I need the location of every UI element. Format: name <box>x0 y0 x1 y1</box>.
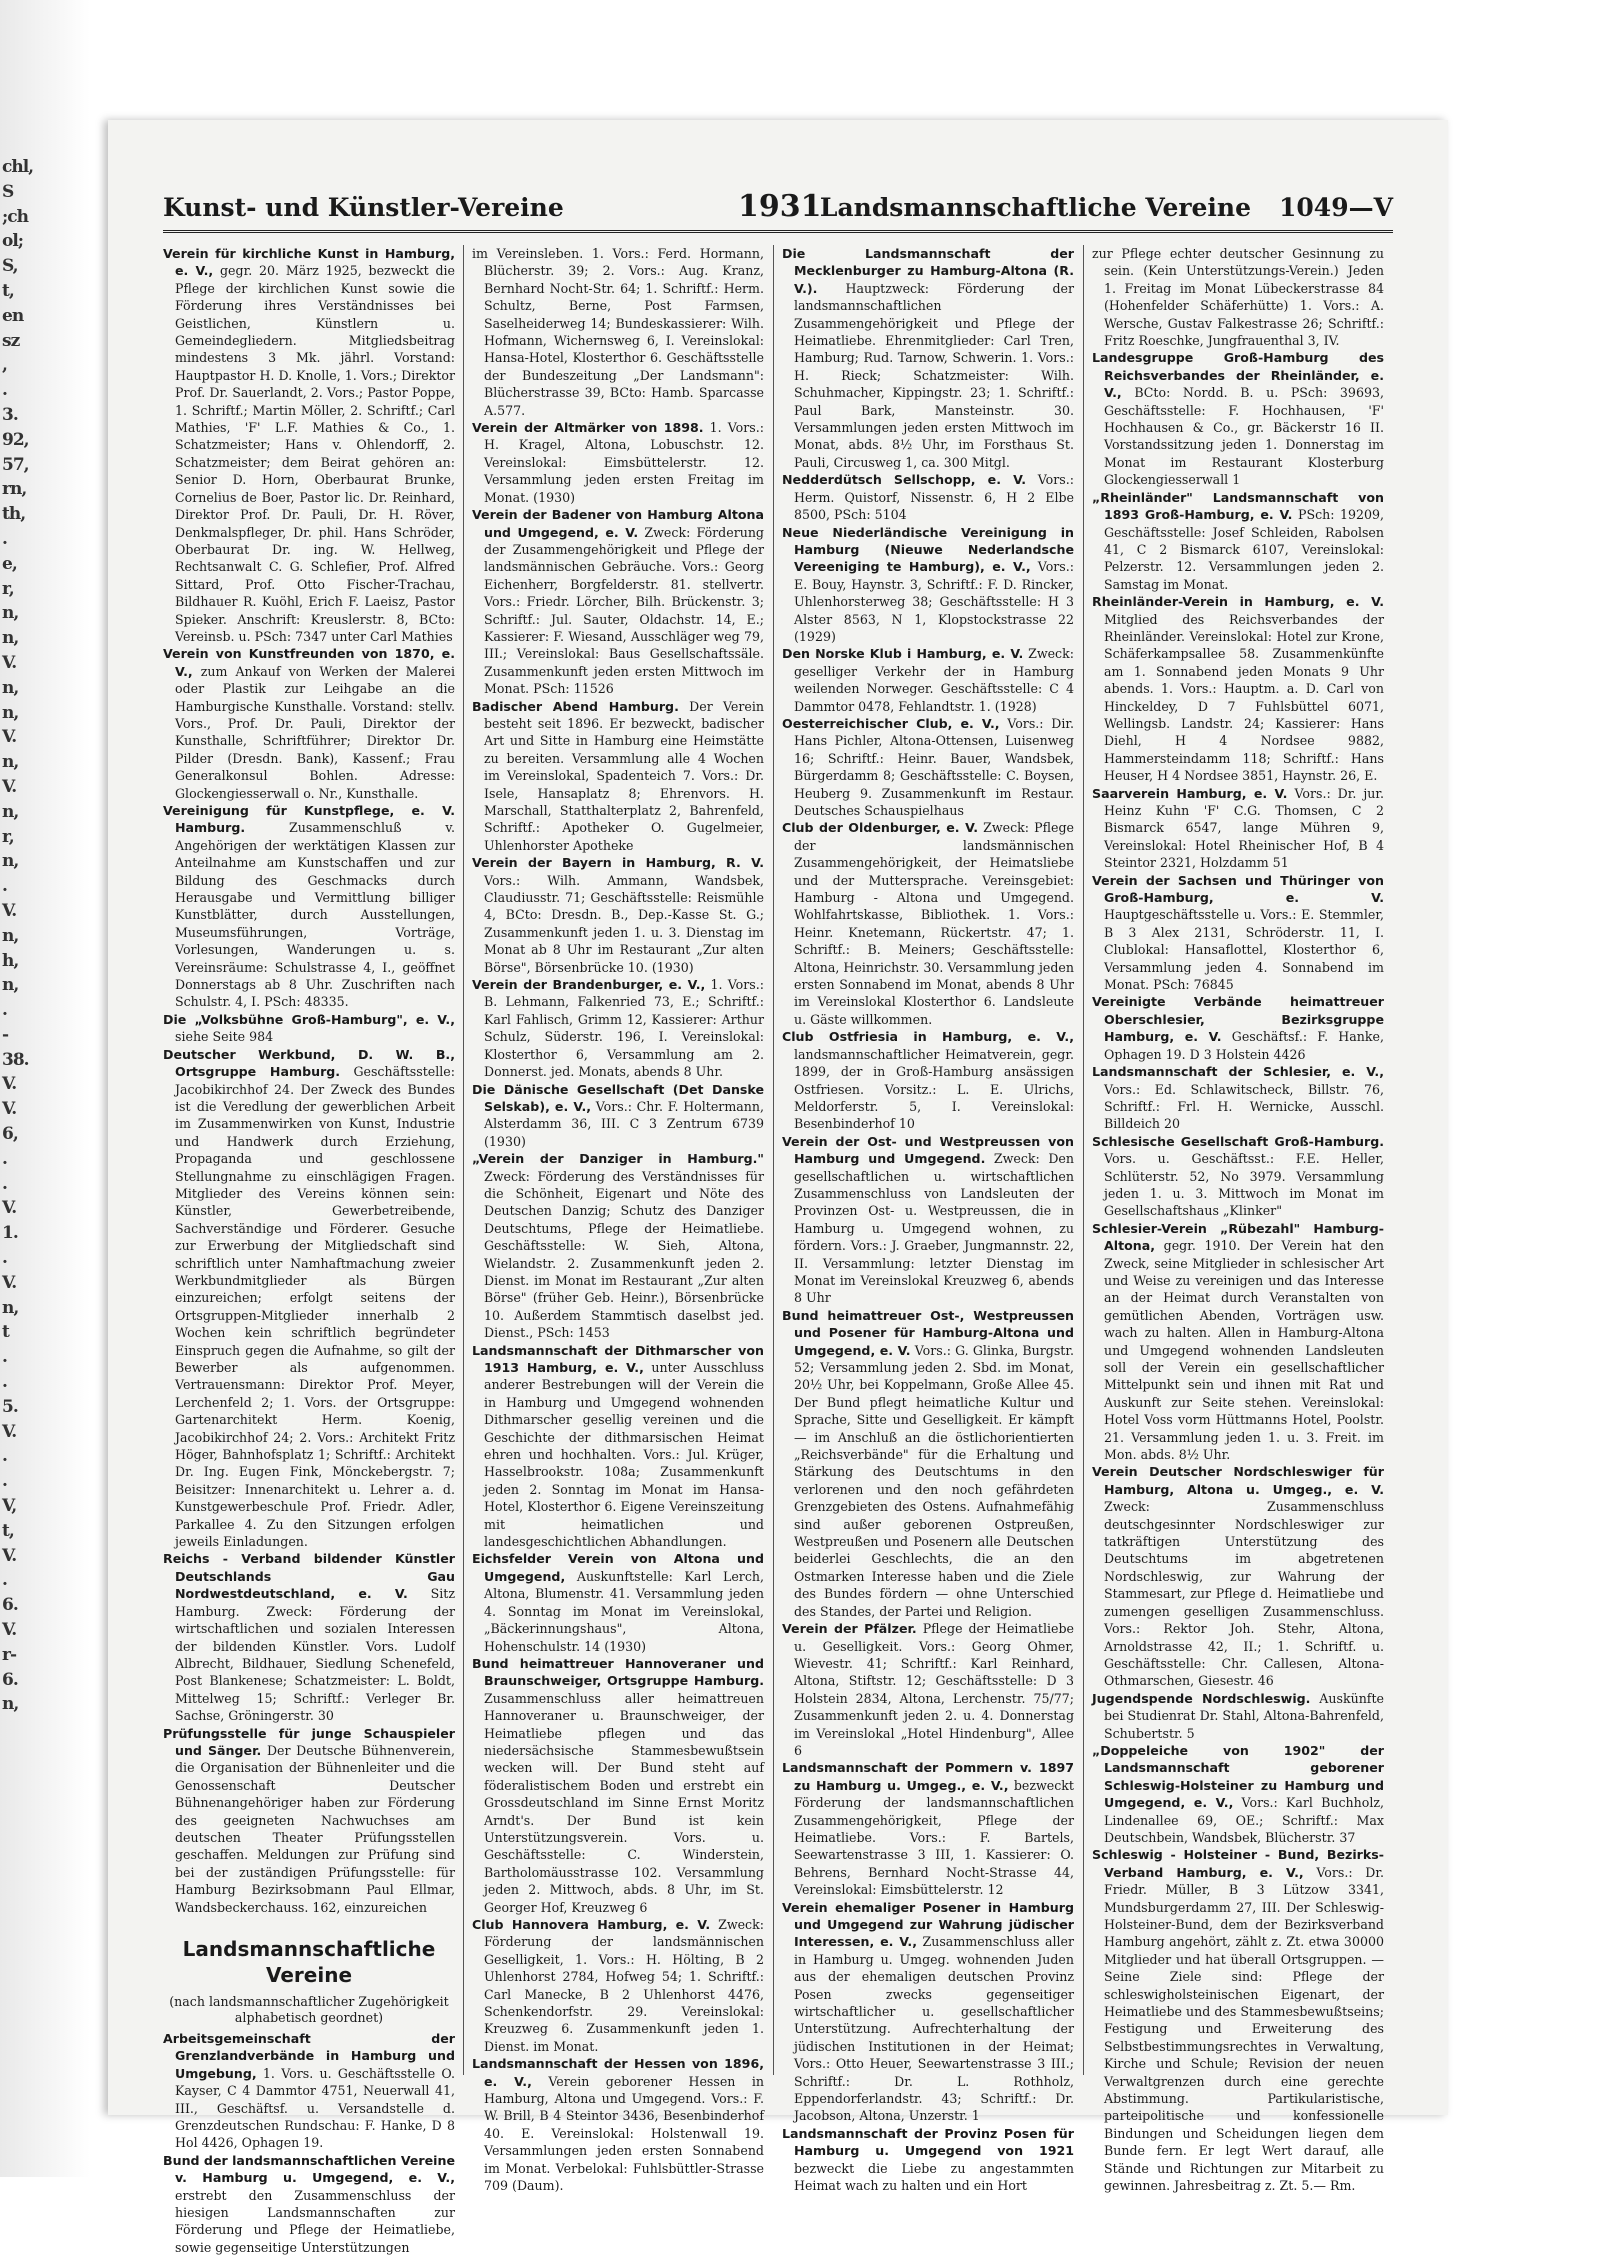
entry-text: landsmannschaftlicher Heimatverein, gegr. 1899, der in Groß-Hamburg ansässigen Ostfriesen. Vorsitz.: L. E. Ulrichs, Meldorferstr. 5, I. Vereinslokal: Besenbinderhof 10 <box>794 1046 1074 1132</box>
directory-entry <box>1092 1846 1384 2194</box>
directory-entry <box>782 1028 1074 1132</box>
entry-text: Vors. u. Geschäftsst.: F.E. Heller, Schlüterstr. 52, No 3979. Versammlung jeden 1. u. 3. Mittwoch im Monat im Gesellschaftshaus „Klinker" <box>1104 1151 1384 1219</box>
entry-text: Hauptgeschäftsstelle u. Vors.: E. Stemmler, B 3 Alex 2131, Schröderstr. 11, I. Clublokal: Hansaflottel, Klosterthor 6, Versammlung jeden 4. Sonnabend im Monat. PSch: 76845 <box>1104 907 1384 993</box>
entry-text: Sitz Hamburg. Zweck: Förderung der wirtschaftlichen und sozialen Interessen der bildenden Künstler. Vors. Ludolf Albrecht, Bildhauer, Siedlung Schenefeld, Post Blankenese; Schatzmeister: L. Boldt, Mittelweg 15; Schriftf.: Verleger Br. Sachse, Gröningerstr. 30 <box>175 1586 455 1724</box>
directory-entry <box>1092 1133 1384 1220</box>
entry-name: Verein der Altmärker von 1898. <box>472 420 704 436</box>
page-number: 1049—V <box>1279 193 1393 222</box>
entry-name: Verein ehemaliger Posener in Hamburg und Umgegend zur Wahrung jüdischer Interessen, e. V., <box>782 1899 1074 1950</box>
entry-text: 1. Vors.: B. Lehmann, Falkenried 73, E.; Schriftf.: Karl Fahlisch, Grimm 12, Kassierer: Arthur Schulz, Süderstr. 196, I. Vereinslokal: Klosterthor 6, Versammlung am 2. Donnerst. jed. Monats, abends 8 Uhr. <box>484 977 764 1080</box>
previous-page-edge <box>0 0 90 2177</box>
entry-text: Zweck: geselliger Verkehr der in Hamburg weilenden Norweger. Geschäftsstelle: C 4 Dammtor 0478, Fehlandtstr. 1. (1928) <box>794 646 1074 714</box>
entry-text: Vors.: E. Bouy, Haynstr. 3, Schriftf.: F. D. Rincker, Uhlenhorsterweg 38; Geschäftsstelle: H 3 Alster 8563, N 1, Klopstockstrasse 22 (1929) <box>794 559 1074 644</box>
directory-entry <box>782 471 1074 523</box>
entry-name: Landsmannschaft der Hessen von 1896, e. V., <box>472 2056 764 2089</box>
entry-text: Vors.: Herm. Quistorf, Nissenstr. 6, H 2 Elbe 8500, PSch: 5104 <box>794 472 1074 523</box>
directory-entry <box>1092 785 1384 872</box>
entry-name: Landsmannschaft der Schlesier, e. V., <box>1092 1064 1384 1080</box>
directory-entry <box>163 2030 455 2152</box>
entry-text: bezweckt die Liebe zu angestammten Heimat wach zu halten und ein Hort <box>794 2160 1074 2194</box>
entry-name: Bund der landsmannschaftlichen Vereine v. Hamburg u. Umgegend, e. V., <box>163 2152 455 2186</box>
entry-name: Vereinigte Verbände heimattreuer Oberschlesier, Bezirksgruppe Hamburg, e. V. <box>1092 994 1384 1045</box>
entry-text: Vors.: Wilh. Ammann, Wandsbek, Claudiusstr. 71; Geschäftsstelle: Reismühle 4, BCto: Dresdn. B., Dep.-Kasse St. G.; Zusammenkunft jeden 1. u. 3. Dienstag im Monat ab 8 Uhr im Restaurant „Zur alten Börse", Börsenbrücke 10. (1930) <box>484 872 764 975</box>
directory-entry <box>782 1899 1074 2125</box>
entry-text: 1. Vors. u. Geschäftsstelle O. Kayser, C 4 Dammtor 4751, Neuerwall 41, III., Geschäftsf. u. Versandstelle d. Grenzdeutschen Rundschau: F. Hanke, D 8 Hol 4426, Ophagen 19. <box>175 2065 455 2151</box>
entry-text: gegr. 20. März 1925, bezweckt die Pflege der kirchlichen Kunst sowie die Förderung ihres Verständnisses bei Geistlichen, Künstlern u. Gemeindegliedern. Mitgliedsbeitrag mindestens 3 Mk. jährl. Vorstand: Hauptpastor H. D. Knolle, 1. Vors.; Direktor Prof. Dr. Sauerlandt, 2. Vors.; Pastor Poppe, 1. Schriftf.; Martin Möller, 2. Schriftf.; Carl Mathies, 'F' L.F. Mathies & Co., 1. Schatzmeister; Hans v. Ohlendorff, 2. Schatzmeister; dem Beirat gehören an: Senior D. Horn, Oberbaurat Brunke, Cornelius de Boer, Pastor lic. Dr. Reinhard, Direktor Prof. Dr. Pauli, Dr. H. Röver, Denkmalspfleger, Dr. phil. Hans Schröder, Oberbaurat Dr. ing. W. Hellweg, Rechtsanwalt C. G. Schlefier, Prof. Alfred Sittard, Prof. Otto Fischer-Trachau, Bildhauer R. Kuöhl, Erich F. Laeisz, Pastor Spieker. Anschrift: Kreuslerstr. 8, BCto: Vereinsb. u. PSch: 7347 unter Carl Mathies <box>175 263 455 644</box>
entry-text: Der Deutsche Bühnenverein, die Organisation der Bühnenleiter und die Genossenschaft Deutscher Bühnenangehöriger haben zur Förderung des geeigneten Nachwuchses am deutschen Theater Prüfungsstellen geschaffen. Meldungen zur Prüfung sind bei der zuständigen Prüfungsstelle: für Hamburg Bezirksobmann Paul Ellmar, Wandsbeckerchauss. 162, einzureichen <box>175 1742 455 1915</box>
entry-text: Auskünfte bei Studienrat Dr. Stahl, Altona-Bahrenfeld, Schubertstr. 5 <box>1104 1690 1384 1741</box>
entry-text: Zusammenschluß v. Angehörigen der werktätigen Klassen zur Anteilnahme am Kunstschaffen und zur Bildung des Geschmacks durch Herausgabe und Vermittlung billiger Kunstblätter, durch Ausstellungen, Museumsführungen, Vorträge, Vorlesungen, Wanderungen u. s. Vereinsräume: Schulstrasse 4, I., geöffnet Donnerstags ab 8 Uhr. Zuschriften nach Schulstr. 4, I. PSch: 48335. <box>175 820 455 1010</box>
directory-entry <box>1092 245 1384 349</box>
directory-entry <box>472 976 764 1080</box>
entry-name: Die Landsmannschaft der Mecklenburger zu Hamburg-Altona (R. V.). <box>782 246 1074 296</box>
entry-text: Vors.: Karl Buchholz, Lindenallee 69, OE.; Schriftf.: Max Deutschbein, Wandsbek, Blücherstr. 37 <box>1104 1795 1384 1845</box>
entry-name: Verein von Kunstfreunden von 1870, e. V., <box>163 646 455 679</box>
entry-name: Landsmannschaft der Dithmarscher von 1913 Hamburg, e. V., <box>472 1342 764 1375</box>
entry-text: Verein geborener Hessen in Hamburg, Altona und Umgegend. Vors.: F. W. Brill, B 4 Steintor 3436, Besenbinderhof 40. E. Vereinslokal: Holstenwall 19. Versammlungen jeden ersten Sonnabend im Monat. Verbelokal: Fuhlsbüttler-Strasse 709 (Daum). <box>484 2073 764 2194</box>
entry-name: Die „Volksbühne Groß-Hamburg", e. V., <box>163 1011 455 1027</box>
entry-name: Badischer Abend Hamburg. <box>472 698 679 714</box>
header-right-title: Landsmannschaftliche Vereine <box>819 193 1252 222</box>
directory-entry <box>163 645 455 802</box>
entry-name: Arbeitsgemeinschaft der Grenzlandverbände in Hamburg und Umgebung, <box>163 2031 455 2081</box>
entry-name: Landsmannschaft der Pommern v. 1897 zu Hamburg u. Umgeg., e. V., <box>782 1760 1074 1793</box>
entry-text: Zweck: Den gesellschaftlichen u. wirtschaftlichen Zusammenschluss von Landsleuten der Provinzen Ost- u. Westpreussen, die in Hamburg u. Umgegend wohnen, zu fördern. Vors.: J. Graeber, Jungmannstr. 22, II. Versammlung: letzter Dienstag im Monat im Vereinslokal Kreuzweg 6, abends 8 Uhr <box>794 1151 1074 1306</box>
entry-name: Bund heimattreuer Ost-, Westpreussen und Posener für Hamburg-Altona und Umgegend, e. V. <box>782 1307 1074 1358</box>
entry-name: Reichs - Verband bildender Künstler Deutschlands Gau Nordwestdeutschland, e. V. <box>163 1551 455 1602</box>
entry-name: Verein der Badener von Hamburg Altona und Umgegend, e. V. <box>472 507 764 540</box>
directory-entry <box>472 2055 764 2194</box>
entry-text: Hauptzweck: Förderung der landsmannschaftlichen Zusammengehörigkeit und Pflege der Heimatliebe. Ehrenmitglieder: Carl Tren, Hamburg; Rud. Tarnow, Schwerin. 1. Vors.: H. Rieck; Schatzmeister: Wilh. Schuhmacher, Kippingstr. 23; 1. Schriftf.: Paul Bark, Mansteinstr. 30. Versammlungen jeden ersten Mittwoch im Monat, abds. 8½ Uhr, im Forsthaus St. Pauli, Circusweg 1, ca. 300 Mitgl. <box>794 280 1074 470</box>
directory-entry <box>472 245 764 419</box>
entry-name: Prüfungsstelle für junge Schauspieler und Sänger. <box>163 1725 455 1758</box>
entry-name: Die Dänische Gesellschaft (Det Danske Selskab), e. V., <box>472 1081 764 1114</box>
entry-text: gegr. 1910. Der Verein hat den Zweck, seine Mitglieder in schlesischer Art und Weise zu vereinigen und das Interesse an der Heimat durch Veranstalten von gemütlichen Abenden, Vorträgen usw. wach zu halten. Allen in Hamburg-Altona und Umgegend wohnenden Landsleuten soll der Verein ein gesellschaftlicher Mittelpunkt sein und ihnen mit Rat und Auskunft zur Seite stehen. Vereinslokal: Hotel Voss vorm Hüttmanns Hotel, Poolstr. 21. Versammlung jeden 1. u. 3. Freit. im Mon. abds. 8½ Uhr. <box>1104 1238 1384 1463</box>
entry-name: „Verein der Danziger in Hamburg." <box>472 1151 764 1167</box>
entry-name: Deutscher Werkbund, D. W. B., Ortsgruppe Hamburg. <box>163 1046 455 1080</box>
entry-name: Neue Niederländische Vereinigung in Hamburg (Nieuwe Nederlandsche Vereeniging te Hamburg), e. V., <box>782 524 1074 575</box>
entry-text: Der Verein besteht seit 1896. Er bezweckt, badischer Art und Sitte in Hamburg eine Heimstätte zu bereiten. Versammlung alle 4 Wochen im Vereinslokal, Spadenteich 7. Vors.: Dr. Isele, Hansaplatz 8; Ehrenvors. H. Marschall, Statthalterplatz 2, Bahrenfeld, Schriftf.: Apotheker O. Gugelmeier, Uhlenhorster Apotheke <box>484 698 764 853</box>
entry-text: erstrebt den Zusammenschluss der hiesigen Landsmannschaften zur Förderung und Pflege der Heimatliebe, sowie gegenseitige Unterstützungen <box>175 2187 455 2255</box>
directory-entry <box>782 1759 1074 1898</box>
directory-entry <box>782 1620 1074 1759</box>
directory-entry <box>782 645 1074 715</box>
section-subtitle: (nach landsmannschaftlicher Zugehörigkeit alphabetisch geordnet) <box>169 1994 449 2025</box>
entry-name: Landsmannschaft der Provinz Posen für Hamburg u. Umgegend von 1921 <box>782 2125 1074 2159</box>
directory-entry <box>472 1655 764 1916</box>
entry-name: Landesgruppe Groß-Hamburg des Reichsverbandes der Rheinländer, e. V., <box>1092 350 1384 401</box>
directory-entry <box>1092 489 1384 593</box>
directory-entry <box>1092 349 1384 488</box>
directory-entry <box>782 1307 1074 1620</box>
directory-entry <box>472 1342 764 1551</box>
entry-name: „Rheinländer" Landsmannschaft von 1893 Groß-Hamburg, e. V. <box>1092 489 1384 523</box>
directory-entry <box>1092 593 1384 784</box>
directory-entry <box>163 802 455 1011</box>
entry-name: Club der Oldenburger, e. V. <box>782 820 978 836</box>
directory-entry <box>472 1916 764 2055</box>
entry-text: bezweckt Förderung der landsmannschaftlichen Zusammengehörigkeit, Pflege der Heimatliebe. Vors.: F. Bartels, Seewartenstrasse 3 III, 1. Kassierer: O. Behrens, Bernhard Nocht-Strasse 44, Vereinslokal: Eimsbüttelerstr. 12 <box>794 1777 1074 1898</box>
page-header <box>163 180 1393 233</box>
entry-name: Nedderdütsch Sellschopp, e. V. <box>782 472 1026 488</box>
entry-text: Zusammenschluss aller in Hamburg u. Umgeg. wohnenden Juden aus der ehemaligen deutschen Provinz Posen zwecks gegenseitiger wirtschaftlicher u. gesellschaftlicher Unterstützung. Aufrechterhaltung der jüdischen Institutionen in der Heimat; Vors.: Otto Heuer, Seewartenstrasse 3 III.; Schriftf.: Dr. L. Rothholz, Eppendorferlandstr. 43; Schriftf.: Dr. Jacobson, Altona, Unzerstr. 1 <box>794 1934 1074 2124</box>
entry-name: „Doppeleiche von 1902" der Landsmannschaft geborener Schleswig-Holsteiner zu Hamburg und Umgegend, e. V., <box>1092 1742 1384 1811</box>
directory-entry <box>782 819 1074 1028</box>
entry-text: Vors.: G. Glinka, Burgstr. 52; Versammlung jeden 2. Sbd. im Monat, 20½ Uhr, bei Koppelmann, Große Allee 45. Der Bund pflegt heimatliche Kultur und Sprache, Sitte und Geselligkeit. Er kämpft — im Anschluß an die östlichorientierten „Reichsverbände" für die Erhaltung und Stärkung des Deutschtums in den verlorenen und den noch gefährdeten Grenzgebieten des Ostens. Aufnahmefähig sind außer geborenen Ostpreußen, Westpreußen und Posenern alle Deutschen beiderlei Geschlechts, die an den Ostmarken Interesse haben und die Ziele des Bundes fördern — ohne Unterschied des Standes, der Partei und Religion. <box>794 1342 1074 1619</box>
entry-text: Zweck: Zusammenschluss deutschgesinnter Nordschleswiger zur tatkräftigen Unterstützung des Deutschtums im abgetretenen Nordschleswig, zur Wahrung der Stammesart, zur Pflege d. Heimatliebe und zumengen geselligen Zusammenschluss. Vors.: Rektor Joh. Stehr, Altona, Arnoldstrasse 42, II.; 1. Schriftf. u. Geschäftsstelle: Chr. Callesen, Altona-Othmarschen, Giesestr. 46 <box>1104 1499 1384 1689</box>
entry-text: Vors.: Chr. F. Holtermann, Alsterdamm 36, III. C 3 Zentrum 6739 (1930) <box>484 1098 764 1149</box>
entry-name: Schlesier-Verein „Rübezahl" Hamburg-Altona, <box>1092 1220 1384 1254</box>
directory-entry <box>472 1550 764 1654</box>
entry-text: Vors.: Dir. Hans Pichler, Altona-Ottensen, Luisenweg 16; Schriftf.: Heinr. Bauer, Wandsbek, Bürgerdamm 8; Geschäftsstelle: C. Boysen, Heuberg 9. Zusammenkunft im Restaur. Deutsches Schauspielhaus <box>794 715 1074 818</box>
entry-text: Zusammenschluss aller heimattreuen Hannoveraner u. Braunschweiger, der Heimatliebe pflegen und das niedersächsische Stammesbewußtsein wecken will. Der Bund steht auf föderalistischem Boden und erstrebt ein Grossdeutschland im Sinne Ernst Moritz Arndt's. Der Bund ist kein Unterstützungsverein. Vors. u. Geschäftsstelle: C. Winderstein, Bartholomäusstrasse 102. Versammlung jeden 2. Mittwoch, abds. 8 Uhr, im St. Georger Hof, Kreuzweg 6 <box>484 1690 764 1915</box>
directory-entry <box>472 854 764 976</box>
entry-text: PSch: 19209, Geschäftsstelle: Josef Schleiden, Rabolsen 41, C 2 Bismarck 6107, Vereinslokal: Pelzerstr. 12. Versammlungen jeden 2. Samstag im Monat. <box>1104 507 1385 592</box>
entry-text: zum Ankauf von Werken der Malerei oder Plastik zur Leihgabe an die Hamburgische Kunsthalle. Vorstand: stellv. Vors., Prof. Dr. Pauli, Direktor der Kunsthalle, Schriftführer; Direktor Dr. Pilder (Dresdn. Bank), Kassenf.; Frau Generalkonsul Bohlen. Adresse: Glockengiesserwall o. Nr., Kunsthalle. <box>175 663 455 801</box>
entry-name: Vereinigung für Kunstpflege, e. V. Hamburg. <box>163 803 455 836</box>
directory-entry <box>472 1081 764 1151</box>
directory-entry <box>1092 1220 1384 1464</box>
entry-name: Schleswig - Holsteiner - Bund, Bezirks-Verband Hamburg, e. V., <box>1092 1847 1384 1880</box>
entry-name: Verein der Bayern in Hamburg, R. V. <box>472 855 764 871</box>
entry-text: zur Pflege echter deutscher Gesinnung zu sein. (Kein Unterstützungs-Verein.) Jeden 1. Freitag im Monat Lübeckerstrasse 84 (Hohenfelder Schäferhütte) 1. Vors.: A. Wersche, Gustav Falkestrasse 26; Schriftf.: Fritz Roeschke, Jungfrauenthal 3, IV. <box>1092 246 1384 349</box>
entry-name: Verein Deutscher Nordschleswiger für Hamburg, Altona u. Umgeg., e. V. <box>1092 1464 1384 1497</box>
entry-name: Verein für kirchliche Kunst in Hamburg, e. V., <box>163 246 455 279</box>
entry-name: Verein der Brandenburger, e. V., <box>472 977 706 993</box>
entry-text: Geschäftsf.: F. Hanke, Ophagen 19. D 3 Holstein 4426 <box>1104 1029 1384 1062</box>
directory-entry <box>472 1150 764 1341</box>
directory-entry <box>1092 1742 1384 1846</box>
previous-page-fragments: chl, S ;ch ol; S, t, en sz , . 3. 92, 57, rn, th, . e, r, n, n, V. n, n, V. n, V. n, r, n, . V. n, h, n, . - 38. V. V. 6, . . V. 1. . V. n, t . . 5. V. . . V, t, V. . 6. V. r- 6. n, <box>2 157 34 1715</box>
entry-text: siehe Seite 984 <box>175 1029 274 1045</box>
directory-entry <box>1092 872 1384 994</box>
entry-text: Pflege der Heimatliebe u. Geselligkeit. Vors.: Georg Ohmer, Wievestr. 41; Schriftf.: Karl Reinhard, Altona, Stiftstr. 12; Geschäftsstelle: D 3 Holstein 2834, Altona, Lerchenstr. 75/77; Zusammenkunft jeden 2. u. 4. Donnerstag im Vereinslokal „Hotel Hindenburg", Allee 6 <box>794 1621 1074 1758</box>
directory-entry <box>472 506 764 697</box>
entry-name: Verein der Pfälzer. <box>782 1621 917 1637</box>
directory-entry <box>782 245 1074 471</box>
text-columns <box>163 245 1393 2255</box>
entry-name: Rheinländer-Verein in Hamburg, e. V. <box>1092 594 1384 610</box>
directory-entry <box>163 1725 455 1916</box>
directory-entry <box>782 1133 1074 1307</box>
entry-text: Mitglied des Reichsverbandes der Rheinländer. Vereinslokal: Hotel zur Krone, Schäferkampsallee 58. Zusammenkünfte am 1. Sonnabend jeden Monats 9 Uhr abends. 1. Vors.: Hauptm. a. D. Carl von Hinckeldey, D 7 Fuhlsbüttel 6071, Wellingsb. Landstr. 24; Kassierer: Hans Diehl, H 4 Nordsee 9882, Hammersteindamm 118; Schriftf.: Hans Heuser, H 4 Nordsee 3851, Haynstr. 26, E. <box>1104 611 1384 784</box>
directory-entry <box>163 245 455 645</box>
entry-name: Den Norske Klub i Hamburg, e. V. <box>782 646 1024 662</box>
directory-entry <box>1092 1063 1384 1133</box>
column-4 <box>1083 245 1385 2194</box>
directory-entry <box>163 1550 455 1724</box>
entry-text: Vors.: Dr. jur. Heinz Kuhn 'F' C.G. Thomsen, C 2 Bismarck 6547, lange Mühren 9, Vereinslokal: Hotel Rheinischer Hof, B 4 Steintor 2321, Holzdamm 51 <box>1104 785 1384 871</box>
entry-text: Vors.: Ed. Schlawitscheck, Billstr. 76, Schriftf.: Frl. H. Wernicke, Ausschl. Billdeich 20 <box>1104 1081 1384 1132</box>
directory-entry <box>1092 1463 1384 1689</box>
entry-name: Club Hannovera Hamburg, e. V. <box>472 1917 711 1932</box>
entry-text: unter Ausschluss anderer Bestrebungen will der Verein die in Hamburg und Umgegend wohnenden Dithmarscher gesellig vereinen und die Geschichte der dithmarsischen Heimat ehren und hochhalten. Vors.: Jul. Krüger, Hasselbrookstr. 108a; Zusammenkunft jeden 2. Sonntag im Monat im Hansa-Hotel, Klosterthor 6. Eigene Vereinszeitung mit heimatlichen und landesgeschichtlichen Abhandlungen. <box>484 1360 765 1550</box>
header-left-title: Kunst- und Künstler-Vereine <box>163 193 564 222</box>
header-right <box>820 193 1393 222</box>
entry-text: Auskunftstelle: Karl Lerch, Altona, Blumenstr. 41. Versammlung jeden 4. Sonntag im Monat im Vereinslokal, „Bäckerinnungshaus", Altona, Hohenschulstr. 14 (1930) <box>484 1568 764 1654</box>
column-3 <box>773 245 1074 2194</box>
entry-name: Verein der Ost- und Westpreussen von Hamburg und Umgegend. <box>782 1133 1074 1167</box>
entry-text: Geschäftsstelle: Jacobikirchhof 24. Der Zweck des Bundes ist die Veredlung der gewerblichen Arbeit im Zusammenwirken von Kunst, Industrie und Handwerk durch Erziehung, Propaganda und geschlossene Stellungnahme zu einschlägigen Fragen. Mitglieder des Vereins können sein: Künstler, Gewerbetreibende, Sachverständige und Förderer. Gesuche zur Erwerbung der Mitgliedschaft sind schriftlich unter Namhaftmachung zweier Werkbundmitglieder als Bürgen einzureichen; erfolgt seitens der Ortsgruppen-Mitglieder innerhalb 2 Wochen kein schriftlich begründeter Einspruch gegen die Aufnahme, so gilt der Bewerber als aufgenommen. Vertrauensmann: Direktor Prof. Meyer, Lerchenfeld 2; 1. Vors. der Ortsgruppe: Gartenarchitekt Herm. Koenig, Jacobikirchhof 24; 2. Vors.: Architekt Fritz Höger, Bahnhofsplatz 1; Schriftf.: Architekt Dr. Ing. Eugen Fink, Mönckebergstr. 7; Beisitzer: Innenarchitekt u. Lehrer a. d. Kunstgewerbeschule Prof. Friedr. Adler, Parkallee 4. Zu den Sitzungen erfolgen jeweils Einladungen. <box>175 1064 455 1550</box>
entry-text: Zweck: Pflege der landsmännischen Zusammengehörigkeit, der Heimatsliebe und der Muttersprache. Vereinsgebiet: Hamburg - Altona und Umgegend. Wohlfahrtskasse, Bibliothek. 1. Vors.: Heinr. Knetemann, Rückertstr. 47; 1. Schriftf.: B. Meiners; Geschäftsstelle: Altona, Heinrichstr. 30. Versammlung jeden ersten Sonnabend im Monat, abends 8 Uhr im Vereinslokal Klosterthor 6. Landsleute u. Gäste willkommen. <box>794 820 1074 1027</box>
directory-entry <box>782 715 1074 819</box>
entry-name: Bund heimattreuer Hannoveraner und Braunschweiger, Ortsgruppe Hamburg. <box>472 1655 764 1689</box>
entry-name: Schlesische Gesellschaft Groß-Hamburg. <box>1092 1133 1384 1149</box>
directory-page <box>108 120 1448 2255</box>
entry-name: Verein der Sachsen und Thüringer von Groß-Hamburg, e. V. <box>1092 872 1384 906</box>
directory-entry <box>782 2125 1074 2195</box>
entry-text: Zweck: Förderung der landsmännischen Geselligkeit, 1. Vors.: H. Hölting, B 2 Uhlenhorst 2784, Hofweg 54; 1. Schriftf.: Carl Manecke, B 2 Uhlenhorst 4476, Schenkendorfstr. 29. Vereinslokal: Kreuzweg 6. Zusammenkunft jeden 1. Dienst. im Monat. <box>484 1917 764 2054</box>
header-year: 1931 <box>738 189 822 224</box>
directory-entry <box>163 2152 455 2256</box>
entry-text: 1. Vors.: H. Kragel, Altona, Lobuschstr. 12. Vereinslokal: Eimsbüttelerstr. 12. Versammlung jeden ersten Freitag im Monat. (1930) <box>484 420 764 505</box>
section-title: Landsmannschaftliche Vereine <box>182 1937 436 1987</box>
entry-name: Saarverein Hamburg, e. V. <box>1092 785 1288 801</box>
entry-text: BCto: Nordd. B. u. PSch: 39693, Geschäftsstelle: F. Hochhausen, 'F' Hochhausen & Co., gr. Bäckerstr 16 II. Vorstandssitzung jeden 1. Donnerstag im Monat im Restaurant Klosterburg Glockengiesserwall 1 <box>1104 385 1384 488</box>
entry-text: Zweck: Förderung der Zusammengehörigkeit und Pflege der landsmännischen Gebräuche. Vors.: Georg Eichenherr, Borgfelderstr. 81. stellvertr. Vors.: Friedr. Lörcher, Bilh. Brückenstr. 3; Schriftf.: Jul. Sauter, Oldachstr. 14, E.; Kassierer: F. Wiesand, Ausschläger weg 79, III.; Vereinslokal: Baus Gesellschaftssäle. Zusammenkunft jeden ersten Mittwoch im Monat. PSch: 11526 <box>484 524 764 697</box>
directory-entry <box>472 419 764 506</box>
entry-name: Oesterreichischer Club, e. V., <box>782 715 1000 731</box>
column-2 <box>463 245 765 2194</box>
directory-entry <box>782 524 1074 646</box>
entry-name: Jugendspende Nordschleswig. <box>1092 1690 1311 1706</box>
directory-entry <box>163 1046 455 1551</box>
entry-text: Vors.: Dr. Friedr. Müller, B 3 Lützow 3341, Mundsburgerdamm 27, III. Der Schleswig-Holsteiner-Bund, dem der Bezirksverband Hamburg angehört, zählt z. Zt. etwa 30000 Mitglieder und hat überall Ortsgruppen. — Seine Ziele sind: Pflege der schleswigholsteinischen Eigenart, der Heimatliebe und des Stammesbewußtseins; Festigung und Erweiterung des Selbstbestimmungsrechtes in Verwaltung, Kirche und Schule; Revision der neuen Verwaltgrenzen durch eine gerechte Abstimmung. Partikularistische, parteipolitische und konfessionelle Bindungen und Scheidungen liegen dem Bunde fern. Er legt Wert darauf, alle Stände und Richtungen zur Mitarbeit zu gewinnen. Jahresbeitrag z. Zt. 5.— Rm. <box>1104 1864 1384 2194</box>
entry-text: im Vereinsleben. 1. Vors.: Ferd. Hormann, Blücherstr. 39; 2. Vors.: Aug. Kranz, Bernhard Nocht-Str. 64; 1. Schriftf.: Herm. Schultz, Berne, Post Farmsen, Saselheiderweg 14; Bundeskassierer: Wilh. Hofmann, Wichernsweg 6, I. Vereinslokal: Hansa-Hotel, Klosterthor 6. Geschäftsstelle der Bundeszeitung „Der Landsmann": Blücherstrasse 39, BCto: Hamb. Sparcasse A.577. <box>472 246 764 418</box>
directory-entry <box>1092 1690 1384 1742</box>
entry-name: Eichsfelder Verein von Altona und Umgegend, <box>472 1551 764 1584</box>
directory-entry <box>472 698 764 855</box>
entry-name: Club Ostfriesia in Hamburg, e. V., <box>782 1029 1074 1045</box>
column-1 <box>163 245 455 2255</box>
entry-text: Zweck: Förderung des Verständnisses für die Schönheit, Eigenart und Nöte des Deutschen Danzig; Schutz des Danziger Deutschtums, Pflege der Heimatliebe. Geschäftsstelle: W. Sieh, Altona, Wielandstr. 2. Zusammenkunft jeden 2. Dienst. im Monat im Restaurant „Zur alten Börse" (früher Geb. Heinr.), Börsenbrücke 10. Außerdem Stammtisch daselbst jed. Dienst., PSch: 1453 <box>484 1168 764 1341</box>
directory-entry <box>163 1011 455 1046</box>
directory-entry <box>1092 993 1384 1063</box>
